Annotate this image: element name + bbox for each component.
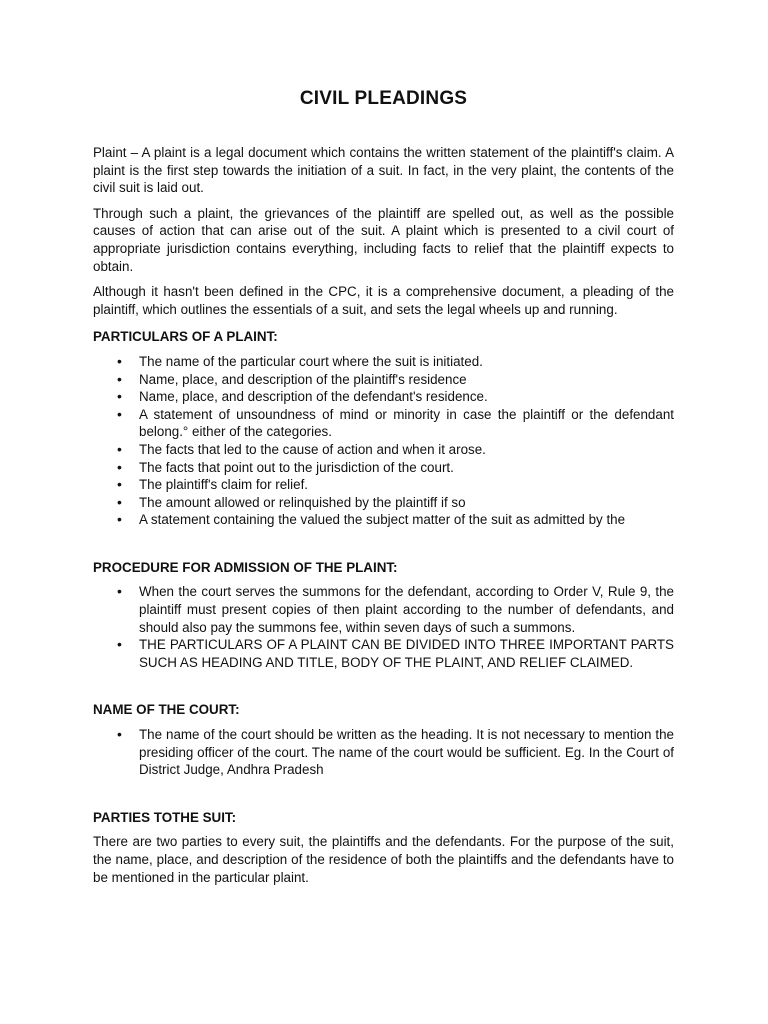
intro-paragraph-grievances: Through such a plaint, the grievances of the plaintiff are spelled out, as well as the possible causes of action that can arise out of the suit. A plaint which is presented to a civil court of appropriate jurisdiction contains everything, including facts to relief that the plaintiff expects to obtain. <box>93 205 674 274</box>
court-name-list <box>93 726 674 779</box>
intro-paragraph-plaint: Plaint – A plaint is a legal document which contains the written statement of the plaintiff's claim. A plaint is the first step towards the initiation of a suit. In fact, in the very plaint, the contents of the civil suit is laid out. <box>93 145 674 196</box>
list-item: • The plaintiff's claim for relief. <box>139 476 674 494</box>
list-item: • Name, place, and description of the defendant's residence. <box>139 388 674 406</box>
list-item: • When the court serves the summons for the defendant, according to Order V, Rule 9, the plaintiff must present copies of then plaint according to the number of defendants, and should also pay the summons fee, within seven days of such a summons. <box>139 583 674 636</box>
list-item: • THE PARTICULARS OF A PLAINT CAN BE DIVIDED INTO THREE IMPORTANT PARTS SUCH AS HEADING AND TITLE, BODY OF THE PLAINT, AND RELIEF CLAIMED. <box>139 636 674 671</box>
list-item: • The name of the particular court where the suit is initiated. <box>139 353 674 371</box>
particulars-heading: PARTICULARS OF A PLAINT: <box>93 329 278 345</box>
list-item: • The facts that led to the cause of action and when it arose. <box>139 441 674 459</box>
particulars-list <box>93 353 674 529</box>
list-item: • A statement containing the valued the subject matter of the suit as admitted by the <box>139 511 674 529</box>
list-item: • The amount allowed or relinquished by the plaintiff if so <box>139 494 674 512</box>
list-item: • The name of the court should be written as the heading. It is not necessary to mention the presiding officer of the court. The name of the court would be sufficient. Eg. In the Court of District Judge, Andhra Pradesh <box>139 726 674 779</box>
parties-heading: PARTIES TOTHE SUIT: <box>93 809 237 825</box>
admission-heading: PROCEDURE FOR ADMISSION OF THE PLAINT: <box>93 559 398 575</box>
list-item: • A statement of unsoundness of mind or minority in case the plaintiff or the defendant belong.° either of the categories. <box>139 406 674 441</box>
list-item: • Name, place, and description of the plaintiff's residence <box>139 371 674 389</box>
parties-paragraph: There are two parties to every suit, the plaintiffs and the defendants. For the purpose of the suit, the name, place, and description of the residence of both the plaintiffs and the defendants have to be mentioned in the particular plaint. <box>93 834 674 885</box>
court-name-heading: NAME OF THE COURT: <box>93 702 240 718</box>
document-title: CIVIL PLEADINGS <box>299 88 468 109</box>
intro-paragraph-cpc: Although it hasn't been defined in the CPC, it is a comprehensive document, a pleading of the plaintiff, which outlines the essentials of a suit, and sets the legal wheels up and running. <box>93 284 674 317</box>
admission-list <box>93 583 674 671</box>
list-item: • The facts that point out to the jurisdiction of the court. <box>139 459 674 477</box>
